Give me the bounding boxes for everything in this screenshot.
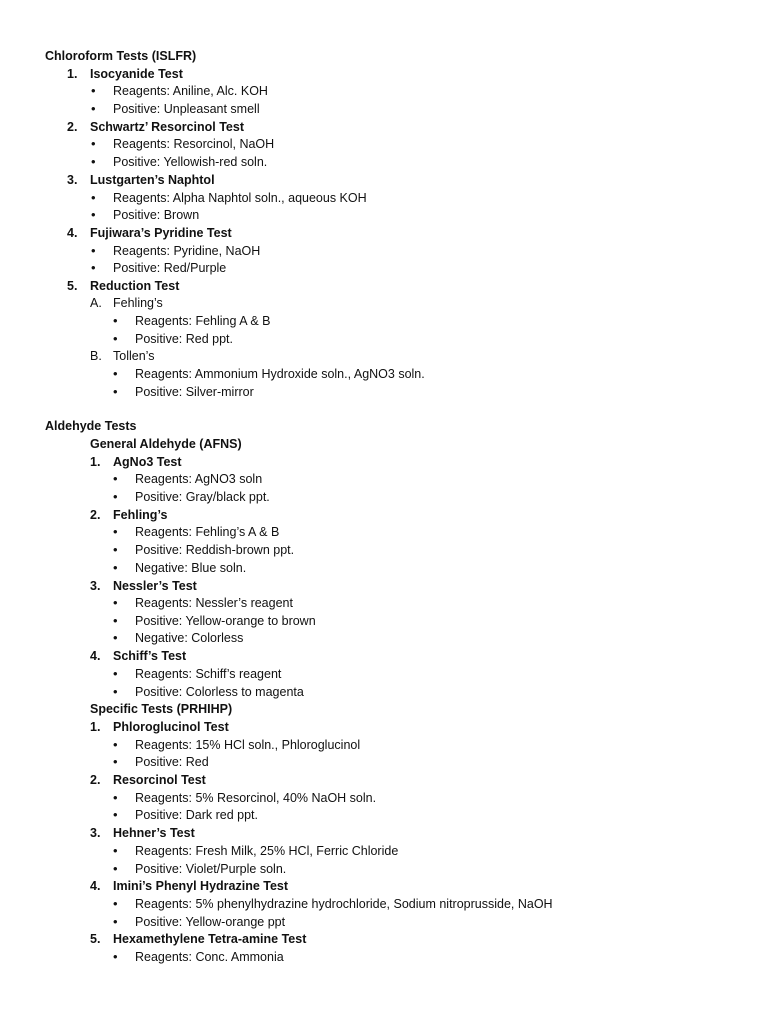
list-item: • Reagents: Resorcinol, NaOH: [91, 136, 275, 151]
section-title: Aldehyde Tests: [45, 419, 137, 433]
list-item: • Reagents: Alpha Naphtol soln., aqueous KOH: [91, 190, 367, 205]
list-item: • Negative: Colorless: [113, 630, 244, 645]
bullet-icon: •: [113, 896, 118, 911]
test-heading: 3. Nessler’s Test: [90, 579, 197, 593]
test-heading: 2. Schwartz’ Resorcinol Test: [67, 120, 244, 134]
test-heading: 4. Schiff’s Test: [90, 649, 187, 663]
test-heading: 3. Hehner’s Test: [90, 826, 195, 840]
sub-test-heading: A. Fehling’s: [90, 296, 163, 310]
list-item: • Positive: Dark red ppt.: [113, 807, 258, 822]
test-heading: 2. Resorcinol Test: [90, 773, 206, 787]
bullet-icon: •: [113, 489, 118, 504]
bullet-icon: •: [113, 790, 118, 805]
subsection-heading: General Aldehyde (AFNS): [90, 437, 242, 451]
bullet-icon: •: [113, 313, 118, 328]
bullet-icon: •: [113, 524, 118, 539]
bullet-icon: •: [113, 560, 118, 575]
test-heading: 4. Fujiwara’s Pyridine Test: [67, 226, 232, 240]
bullet-icon: •: [113, 613, 118, 628]
list-item: • Positive: Brown: [91, 207, 200, 222]
list-item: • Reagents: Fehling’s A & B: [113, 524, 280, 539]
list-item: • Positive: Red ppt.: [113, 331, 233, 346]
list-item: • Positive: Violet/Purple soln.: [113, 861, 287, 876]
list-item: • Reagents: Fresh Milk, 25% HCl, Ferric Chloride: [113, 843, 399, 858]
bullet-icon: •: [91, 136, 96, 151]
bullet-icon: •: [91, 243, 96, 258]
bullet-icon: •: [113, 630, 118, 645]
list-item: • Reagents: Nessler’s reagent: [113, 595, 293, 610]
bullet-icon: •: [113, 684, 118, 699]
bullet-icon: •: [113, 737, 118, 752]
test-heading: 5. Reduction Test: [67, 279, 180, 293]
list-item: • Reagents: 5% Resorcinol, 40% NaOH soln.: [113, 790, 377, 805]
bullet-icon: •: [113, 471, 118, 486]
list-item: • Positive: Silver-mirror: [113, 384, 254, 399]
list-item: • Positive: Unpleasant smell: [91, 101, 260, 116]
bullet-icon: •: [113, 384, 118, 399]
list-item: • Reagents: AgNO3 soln: [113, 471, 263, 486]
bullet-icon: •: [113, 542, 118, 557]
list-item: • Reagents: 5% phenylhydrazine hydrochloride, Sodium nitroprusside, NaOH: [113, 896, 553, 911]
test-heading: 2. Fehling’s: [90, 508, 168, 522]
section-title: Chloroform Tests (ISLFR): [45, 49, 197, 63]
bullet-icon: •: [91, 190, 96, 205]
bullet-icon: •: [91, 207, 96, 222]
bullet-icon: •: [113, 807, 118, 822]
bullet-icon: •: [91, 260, 96, 275]
list-item: • Positive: Gray/black ppt.: [113, 489, 270, 504]
test-heading: 1. Isocyanide Test: [67, 67, 183, 81]
sub-test-heading: B. Tollen’s: [90, 349, 155, 363]
test-heading: 4. Imini’s Phenyl Hydrazine Test: [90, 879, 289, 893]
bullet-icon: •: [91, 154, 96, 169]
bullet-icon: •: [113, 666, 118, 681]
list-item: • Positive: Yellow-orange ppt: [113, 914, 286, 929]
list-item: • Reagents: Aniline, Alc. KOH: [91, 83, 268, 98]
bullet-icon: •: [91, 83, 96, 98]
bullet-icon: •: [91, 101, 96, 116]
subsection-heading: Specific Tests (PRHIHP): [90, 702, 233, 716]
list-item: • Reagents: Ammonium Hydroxide soln., AgNO3 soln.: [113, 366, 425, 381]
list-item: • Positive: Colorless to magenta: [113, 684, 304, 699]
bullet-icon: •: [113, 914, 118, 929]
bullet-icon: •: [113, 861, 118, 876]
list-item: • Negative: Blue soln.: [113, 560, 247, 575]
bullet-icon: •: [113, 331, 118, 346]
bullet-icon: •: [113, 843, 118, 858]
list-item: • Positive: Yellowish-red soln.: [91, 154, 268, 169]
test-heading: 3. Lustgarten’s Naphtol: [67, 173, 215, 187]
bullet-icon: •: [113, 949, 118, 964]
list-item: • Reagents: 15% HCl soln., Phloroglucinol: [113, 737, 361, 752]
list-item: • Reagents: Fehling A & B: [113, 313, 271, 328]
list-item: • Positive: Yellow-orange to brown: [113, 613, 316, 628]
bullet-icon: •: [113, 366, 118, 381]
list-item: • Positive: Red/Purple: [91, 260, 227, 275]
test-heading: 5. Hexamethylene Tetra-amine Test: [90, 932, 307, 946]
list-item: • Positive: Red: [113, 754, 209, 769]
bullet-icon: •: [113, 754, 118, 769]
test-heading: 1. Phloroglucinol Test: [90, 720, 229, 734]
list-item: • Positive: Reddish-brown ppt.: [113, 542, 295, 557]
list-item: • Reagents: Pyridine, NaOH: [91, 243, 261, 258]
test-heading: 1. AgNo3 Test: [90, 455, 182, 469]
list-item: • Reagents: Conc. Ammonia: [113, 949, 284, 964]
bullet-icon: •: [113, 595, 118, 610]
list-item: • Reagents: Schiff’s reagent: [113, 666, 282, 681]
